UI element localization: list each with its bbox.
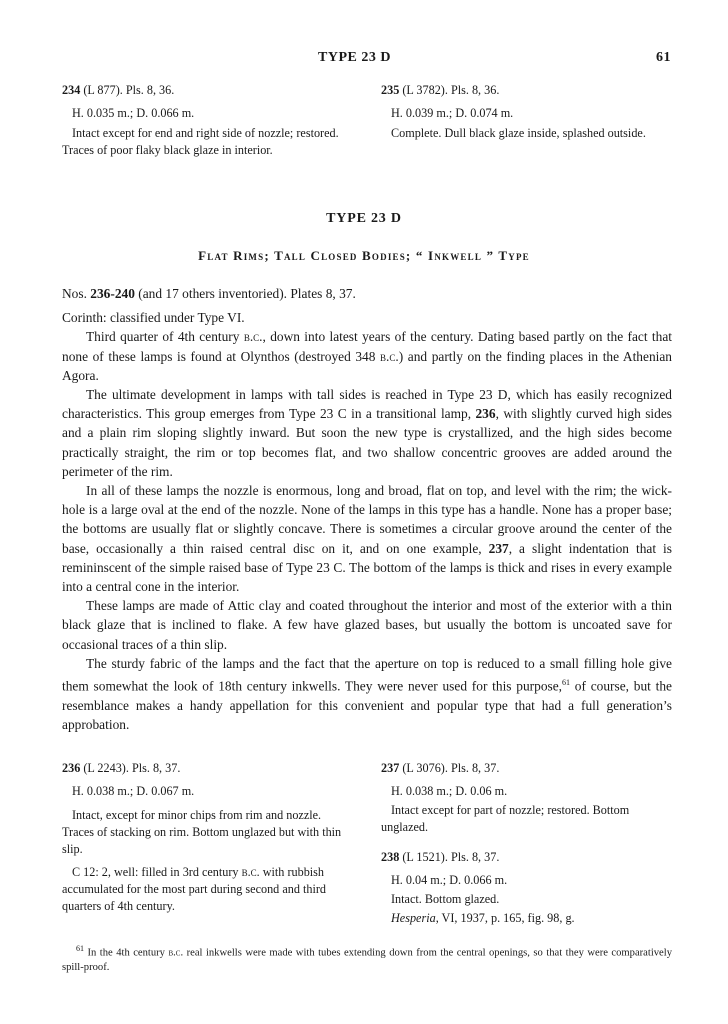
entry-description: Intact except for end and right side of nozzle; restored. Traces of poor flaky black glaze in interior. bbox=[62, 126, 339, 157]
entry-bibliography: Hesperia, VI, 1937, p. 165, fig. 98, g. bbox=[391, 911, 575, 925]
paragraph-nozzle: In all of these lamps the nozzle is enormous, long and broad, flat on top, and level with the rim; the wick-hole is a large oval at the end of the nozzle. None of the lamps in this type has a handle. None has a proper base; the bottoms are usually flat or slightly concave. There is sometimes a circular groove around the center of the base, occasionally a thin raised central disc on it, and on one example, 237, a slight indentation that is remininscent of the simple raised base of Type 23 C. The bottom of the lamps is thick and rises in every example into a central cone in the interior. bbox=[62, 483, 672, 595]
entry-dimensions: H. 0.04 m.; D. 0.066 m. bbox=[391, 873, 508, 887]
entry-heading: 236 (L 2243). Pls. 8, 37. bbox=[62, 761, 181, 775]
section-body bbox=[62, 284, 672, 734]
entry-235 bbox=[381, 82, 673, 142]
entry-description: Intact, except for minor chips from rim and nozzle. Traces of stacking on rim. Bottom unglazed but with thin slip. bbox=[62, 808, 342, 856]
entry-heading: 238 (L 1521). Pls. 8, 37. bbox=[381, 850, 500, 864]
paragraph-dating: Third quarter of 4th century b.c., down into latest years of the century. Dating based partly on the fact that none of these lamps is found at Olynthos (destroyed 348 b.c.) and partly on the finding places in the Athenian Agora. bbox=[62, 329, 672, 383]
entry-236 bbox=[62, 760, 350, 915]
footnote-number: 61 bbox=[76, 944, 84, 953]
section-title: TYPE 23 D bbox=[326, 211, 402, 226]
section-subtitle: Flat Rims; Tall Closed Bodies; “ Inkwell ” Type bbox=[198, 248, 530, 263]
entry-237 bbox=[381, 760, 673, 836]
entry-dimensions: H. 0.038 m.; D. 0.06 m. bbox=[391, 784, 508, 798]
entry-heading: 234 (L 877). Pls. 8, 36. bbox=[62, 83, 175, 97]
paragraph-inkwell: The sturdy fabric of the lamps and the fact that the aperture on top is reduced to a small filling hole give them somewhat the look of 18th century inkwells. They were never used for this purpose,$^{61}$ of course, but the resemblance makes a handy appellation for this convenient and popular type that had a full generation’s approbation. bbox=[62, 655, 673, 732]
paragraph-clay: These lamps are made of Attic clay and coated throughout the interior and most of the exterior with a thin black glaze that is inclined to flake. A few have glazed bases, but usually the bottom is uncoated save for occasional traces of a thin slip. bbox=[62, 598, 672, 652]
entry-dimensions: H. 0.038 m.; D. 0.067 m. bbox=[72, 784, 195, 798]
entry-description: Complete. Dull black glaze inside, splashed outside. bbox=[391, 126, 646, 140]
catalog-numbers: Nos. 236-240 (and 17 others inventoried). Plates 8, 37. bbox=[62, 286, 356, 301]
footnote-61: $^{61}$ In the 4th century b.c. real inkwells were made with tubes extending down from the central openings, so that they were comparatively spill-proof. bbox=[62, 944, 673, 973]
entry-description: Intact except for part of nozzle; restored. Bottom unglazed. bbox=[381, 803, 630, 834]
entry-dimensions: H. 0.039 m.; D. 0.074 m. bbox=[391, 106, 514, 120]
entry-context: C 12: 2, well: filled in 3rd century b.c. with rubbish accumulated for the most part during second and third quarters of 4th century. bbox=[62, 865, 326, 913]
entry-234 bbox=[62, 82, 354, 159]
entry-238 bbox=[381, 849, 673, 927]
entry-heading: 235 (L 3782). Pls. 8, 36. bbox=[381, 83, 500, 97]
entry-heading: 237 (L 3076). Pls. 8, 37. bbox=[381, 761, 500, 775]
page-number: 61 bbox=[656, 50, 671, 65]
corinth-note: Corinth: classified under Type VI. bbox=[62, 310, 245, 326]
entry-dimensions: H. 0.035 m.; D. 0.066 m. bbox=[72, 106, 195, 120]
paragraph-development: The ultimate development in lamps with tall sides is reached in Type 23 D, which has easily recognized characteristics. This group emerges from Type 23 C in a transitional lamp, 236, with slightly curved high sides and a plain rim sloping slightly inward. But soon the new type is crystallized, and the high sides become practically straight, the rim or top becomes flat, and two shallow concentric grooves are added around the perimeter of the rim. bbox=[62, 387, 672, 479]
running-header-title: TYPE 23 D bbox=[318, 50, 391, 65]
entry-description: Intact. Bottom glazed. bbox=[391, 892, 500, 906]
